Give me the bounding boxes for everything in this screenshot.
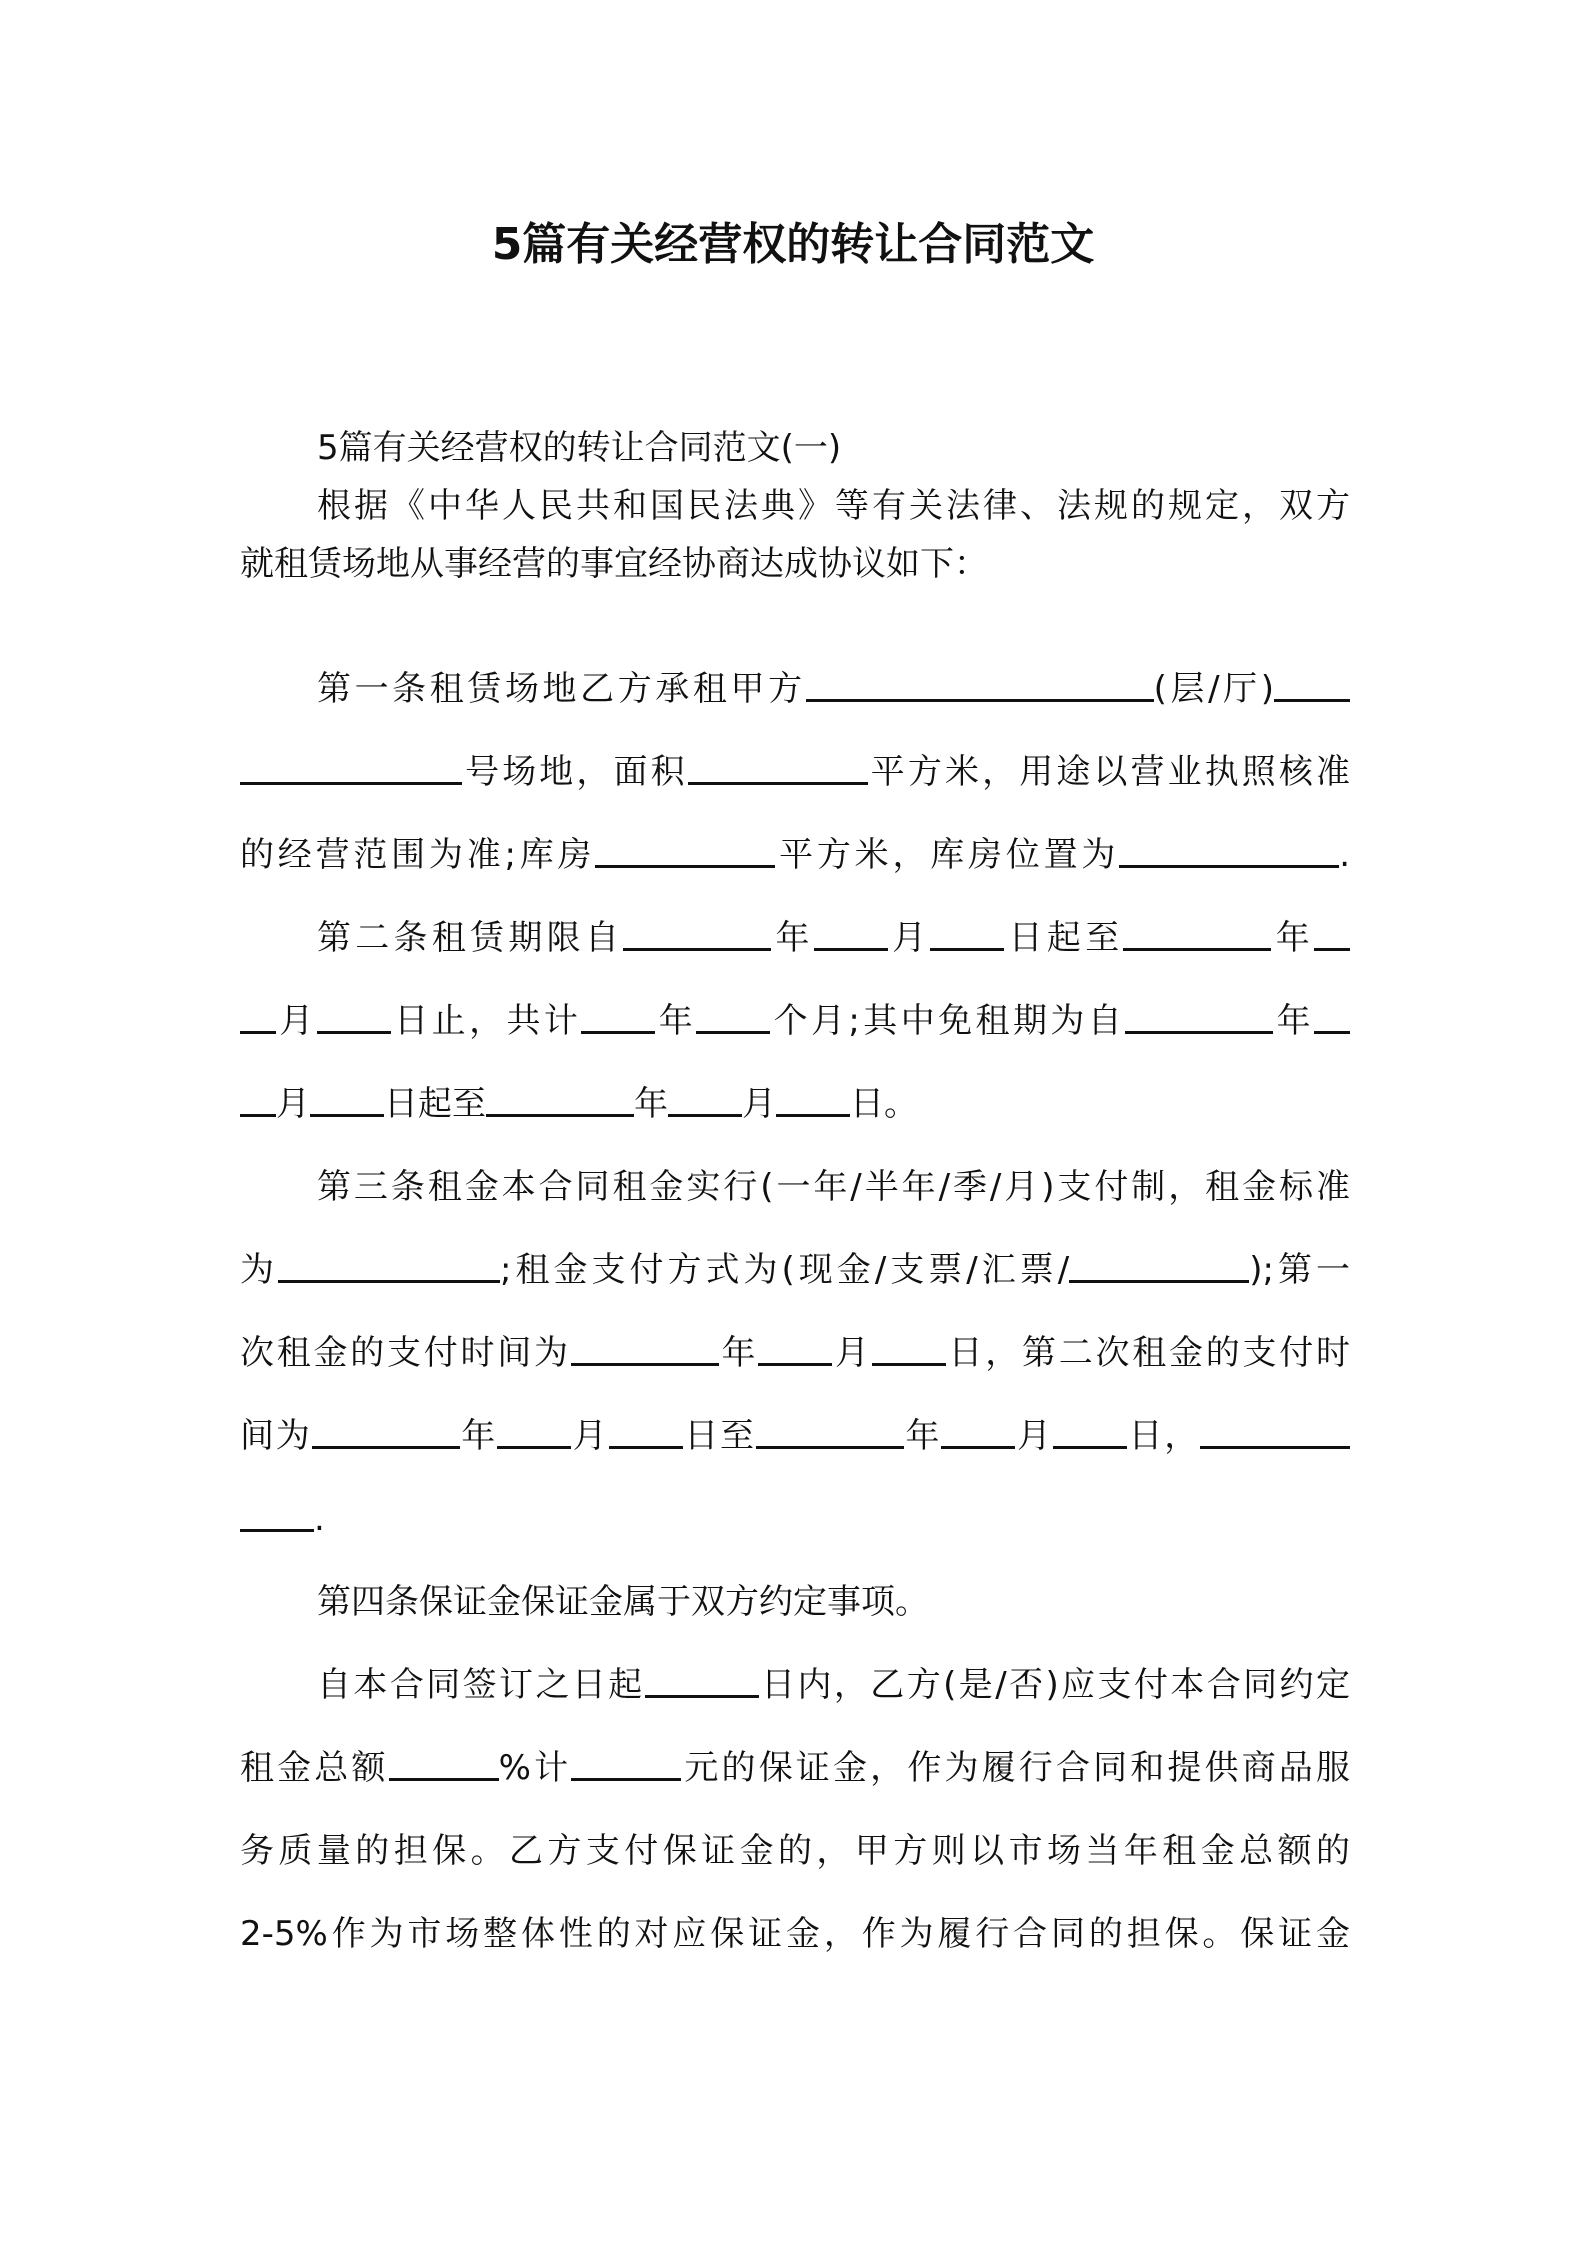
fill-blank (571, 1329, 719, 1366)
clause-1-line (240, 747, 1350, 797)
text-segment: 月 (571, 1416, 609, 1456)
fill-blank (1123, 914, 1271, 951)
clause-4-heading: 第四条保证金保证金属于双方约定事项。 (317, 1582, 929, 1622)
clause-1-line (317, 664, 1350, 714)
clause-3-line (240, 1245, 1350, 1295)
fill-blank (645, 1661, 759, 1698)
text-segment: 平方米，库房位置为 (775, 835, 1120, 875)
text-segment: 租金总额 (240, 1748, 389, 1788)
fill-blank (486, 1080, 634, 1117)
text-segment: 日至 (682, 1416, 756, 1456)
fill-blank (240, 997, 276, 1034)
fill-blank (814, 914, 888, 951)
fill-blank (1314, 914, 1350, 951)
section-heading: 5篇有关经营权的转让合同范文(一) (317, 428, 842, 468)
text-segment: %计 (498, 1748, 572, 1788)
text-segment: 日止，共计 (390, 1001, 582, 1041)
fill-blank (240, 748, 462, 785)
text-segment: 年 (718, 1333, 759, 1373)
fill-blank (595, 831, 775, 868)
fill-blank (1053, 1412, 1127, 1449)
text-segment: 为 (240, 1250, 279, 1290)
text-segment: 日。 (850, 1084, 918, 1124)
text-segment: . (1339, 835, 1350, 875)
fill-blank (1125, 997, 1273, 1034)
fill-blank (623, 914, 771, 951)
fill-blank (389, 1744, 499, 1781)
fill-blank (930, 914, 1004, 951)
text-segment: );第一 (1249, 1250, 1350, 1290)
fill-blank (806, 665, 1154, 702)
fill-blank (240, 1080, 276, 1117)
fill-blank (758, 1329, 832, 1366)
text-segment: 第一条租赁场地乙方承租甲方 (317, 669, 806, 709)
text-segment: 第二条租赁期限自 (317, 918, 624, 958)
fill-blank (609, 1412, 683, 1449)
text-segment: 日，第二次租金的支付时 (945, 1333, 1350, 1373)
text-segment: (层/厅) (1153, 669, 1275, 709)
clause-2-line (240, 1079, 1350, 1129)
clause-3-line (240, 1328, 1350, 1378)
text-segment: 元的保证金，作为履行合同和提供商品服 (681, 1748, 1351, 1788)
text-segment: 月 (1015, 1416, 1053, 1456)
fill-blank (1069, 1246, 1249, 1283)
paragraph-line: 根据《中华人民共和国民法典》等有关法律、法规的规定，双方 (317, 486, 1350, 526)
fill-blank (756, 1412, 904, 1449)
text-segment: 个月;其中免租期为自 (770, 1001, 1126, 1041)
text-segment: . (314, 1499, 325, 1539)
text-segment: 平方米，用途以营业执照核准 (867, 752, 1351, 792)
text-segment: 年 (459, 1416, 497, 1456)
fill-blank (941, 1412, 1015, 1449)
paragraph-line: 就租赁场地从事经营的事宜经协商达成协议如下： (240, 544, 988, 584)
text-segment: 日， (1126, 1416, 1200, 1456)
text-segment: 间为 (240, 1416, 312, 1456)
clause-3-line: 第三条租金本合同租金实行(一年/半年/季/月)支付制，租金标准 (317, 1167, 1350, 1207)
fill-blank (1274, 665, 1350, 702)
fill-blank (1200, 1412, 1350, 1449)
clause-1-line (240, 830, 1350, 880)
fill-blank (696, 997, 770, 1034)
text-segment: 号场地，面积 (462, 752, 688, 792)
fill-blank (240, 1495, 314, 1532)
text-segment: 自本合同签订之日起 (317, 1665, 645, 1705)
fill-blank (1119, 831, 1339, 868)
text-segment: 日起至 (384, 1084, 486, 1124)
clause-2-line (240, 996, 1350, 1046)
text-segment: 年 (655, 1001, 697, 1041)
text-segment: 的经营范围为准;库房 (240, 835, 596, 875)
fill-blank (497, 1412, 571, 1449)
fill-blank (668, 1080, 742, 1117)
clause-4-line: 务质量的担保。乙方支付保证金的，甲方则以市场当年租金总额的 (240, 1831, 1350, 1871)
clause-4-line (240, 1743, 1350, 1793)
fill-blank (312, 1412, 460, 1449)
fill-blank (581, 997, 655, 1034)
fill-blank (571, 1744, 681, 1781)
fill-blank (1314, 997, 1350, 1034)
text-segment: 月 (742, 1084, 776, 1124)
text-segment: 月 (276, 1001, 317, 1041)
fill-blank (317, 997, 391, 1034)
clause-3-line (240, 1494, 1350, 1544)
fill-blank (776, 1080, 850, 1117)
text-segment: 年 (903, 1416, 942, 1456)
clause-4-line: 2-5%作为市场整体性的对应保证金，作为履行合同的担保。保证金 (240, 1914, 1350, 1954)
text-segment: 年 (634, 1084, 668, 1124)
document-title: 5篇有关经营权的转让合同范文 (491, 219, 1095, 270)
text-segment: 月 (887, 918, 931, 958)
text-segment: 日起至 (1004, 918, 1124, 958)
fill-blank (278, 1246, 500, 1283)
clause-3-line (240, 1411, 1350, 1461)
text-segment: 年 (1271, 918, 1315, 958)
fill-blank (310, 1080, 384, 1117)
text-segment: 月 (276, 1084, 310, 1124)
text-segment: 年 (771, 918, 814, 958)
text-segment: ;租金支付方式为(现金/支票/汇票/ (500, 1250, 1070, 1290)
text-segment: 年 (1273, 1001, 1315, 1041)
text-segment: 次租金的支付时间为 (240, 1333, 571, 1373)
clause-4-line (317, 1660, 1350, 1710)
clause-2-line (317, 913, 1350, 963)
fill-blank (872, 1329, 946, 1366)
fill-blank (688, 748, 868, 785)
text-segment: 日内，乙方(是/否)应支付本合同约定 (758, 1665, 1350, 1705)
text-segment: 月 (832, 1333, 872, 1373)
